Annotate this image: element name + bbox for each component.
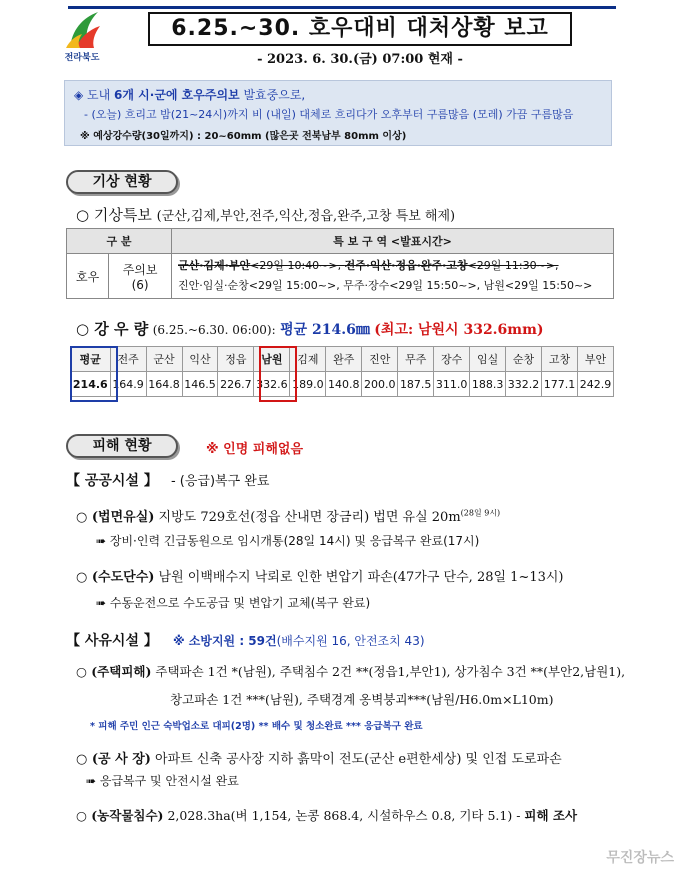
rainfall-region-11: 임실 bbox=[470, 347, 506, 372]
cleared-regions-b: 전주·익산·정읍·완주·고창 bbox=[344, 259, 468, 272]
table-header-region: 특 보 구 역 <발표시간> bbox=[172, 229, 614, 254]
rainfall-region-1: 전주 bbox=[110, 347, 146, 372]
rainfall-region-5: 남원 bbox=[254, 347, 290, 372]
construction-site-label: ○ (공 사 장) bbox=[76, 752, 151, 767]
logo-text: 전라북도 bbox=[64, 53, 100, 63]
slope-loss-action: ➠ 장비·인력 긴급동원으로 임시개통(28일 14시) 및 응급복구 완료(17시) bbox=[96, 534, 480, 548]
house-damage-footnote: * 피해 주민 인근 숙박업소로 대피(2명) ** 배수 및 청소완료 *** 응급복구 완료 bbox=[90, 721, 423, 732]
section-damage-title: 피해 현황 bbox=[66, 434, 178, 458]
slope-loss-item bbox=[76, 506, 500, 525]
water-outage-item bbox=[76, 566, 564, 585]
house-damage-label: ○ (주택피해) bbox=[76, 664, 152, 679]
private-facility-heading bbox=[66, 630, 425, 650]
rainfall-value-0: 214.6 bbox=[71, 372, 111, 397]
table-row bbox=[71, 347, 614, 372]
rainfall-region-13: 고창 bbox=[542, 347, 578, 372]
rainfall-max: (최고: 남원시 332.6mm) bbox=[374, 322, 544, 338]
cleared-regions-a: 군산·김제·부안 bbox=[178, 259, 251, 272]
section-weather-title: 기상 현황 bbox=[66, 170, 178, 194]
rainfall-value-3: 146.5 bbox=[182, 372, 218, 397]
house-damage-text-2: 창고파손 1건 ***(남원), 주택경계 옹벽붕괴***(남원/H6.0m×L10m) bbox=[170, 692, 554, 707]
page-title: 6.25.~30. 호우대비 대처상황 보고 bbox=[148, 12, 572, 46]
rainfall-region-8: 진안 bbox=[362, 347, 398, 372]
table-row bbox=[71, 372, 614, 397]
rainfall-region-7: 완주 bbox=[326, 347, 362, 372]
crop-flood-item bbox=[76, 806, 577, 824]
notice-prefix: ◈ 도내 bbox=[74, 88, 115, 102]
weather-alert-label: ○ 기상특보 bbox=[76, 206, 152, 224]
notice-highlight: 6개 시·군에 호우주의보 bbox=[114, 88, 240, 102]
average-highlight-box bbox=[70, 346, 118, 402]
rainfall-value-6: 189.0 bbox=[290, 372, 326, 397]
casualty-note: ※ 인명 피해없음 bbox=[206, 442, 304, 457]
slope-loss-label: ○ (법면유실) bbox=[76, 510, 155, 525]
rainfall-region-9: 무주 bbox=[398, 347, 434, 372]
alert-type-label: 주의보 bbox=[122, 262, 158, 277]
max-highlight-box bbox=[259, 346, 297, 402]
watermark: 무진장뉴스 bbox=[606, 850, 674, 866]
house-damage-item bbox=[76, 662, 625, 680]
rainfall-value-4: 226.7 bbox=[218, 372, 254, 397]
crop-flood-label: ○ (농작물침수) bbox=[76, 808, 164, 823]
rainfall-region-14: 부안 bbox=[577, 347, 613, 372]
water-outage-action: ➠ 수동운전으로 수도공급 및 변압기 교체(복구 완료) bbox=[96, 596, 371, 610]
rainfall-line bbox=[76, 318, 544, 339]
notice-line-3: ※ 예상강수량(30일까지) : 20~60mm (많은곳 전북남부 80mm 이상) bbox=[80, 131, 407, 142]
rainfall-period: (6.25.~6.30. 06:00): bbox=[152, 323, 276, 337]
fire-support-note: ※ 소방지원 : 59건 bbox=[172, 634, 277, 648]
private-facility-title: 【 사유시설 】 bbox=[66, 633, 158, 649]
construction-site-item bbox=[76, 748, 562, 767]
public-facility-status: - (응급)복구 완료 bbox=[170, 474, 270, 489]
slope-loss-text: 지방도 729호선(정읍 산내면 장금리) 법면 유실 20m bbox=[158, 510, 461, 525]
rainfall-value-7: 140.8 bbox=[326, 372, 362, 397]
construction-site-action: ➠ 응급복구 및 안전시설 완료 bbox=[86, 774, 239, 788]
public-facility-heading bbox=[66, 470, 269, 490]
rainfall-region-12: 순창 bbox=[506, 347, 542, 372]
rainfall-average: 평균 214.6㎜ bbox=[280, 322, 370, 338]
alert-regions-line-1 bbox=[178, 256, 609, 276]
alert-count: (6) bbox=[131, 277, 149, 292]
rainfall-region-0: 평균 bbox=[71, 347, 111, 372]
rainfall-table bbox=[70, 346, 614, 397]
rainfall-region-3: 익산 bbox=[182, 347, 218, 372]
rainfall-label: ○ 강 우 량 bbox=[76, 320, 149, 338]
rainfall-value-11: 188.3 bbox=[470, 372, 506, 397]
header-rule bbox=[68, 6, 616, 9]
rainfall-value-5: 332.6 bbox=[254, 372, 290, 397]
rainfall-value-9: 187.5 bbox=[398, 372, 434, 397]
house-damage-text: 주택파손 1건 *(남원), 주택침수 2건 **(정읍1,부안1), 상가침수 3건 **(부안2,남원1), bbox=[155, 664, 626, 679]
rainfall-region-10: 장수 bbox=[434, 347, 470, 372]
notice-line-2: - (오늘) 흐리고 밤(21~24시)까지 비 (내일) 대체로 흐리다가 오후부터 구름많음 (모레) 가끔 구름많음 bbox=[84, 108, 574, 121]
rainfall-region-6: 김제 bbox=[290, 347, 326, 372]
cleared-time-b: <29일 11:30~>, bbox=[467, 259, 559, 272]
water-outage-text: 남원 이백배수지 낙뢰로 인한 변압기 파손(47가구 단수, 28일 1~13시) bbox=[158, 570, 564, 585]
slope-loss-time: (28일 9시) bbox=[460, 508, 501, 518]
crop-flood-status: 피해 조사 bbox=[524, 808, 578, 823]
table-row bbox=[67, 254, 614, 299]
fire-support-detail: (배수지원 16, 안전조치 43) bbox=[276, 634, 425, 648]
construction-site-text: 아파트 신축 공사장 지하 흙막이 전도(군산 e편한세상) 및 인접 도로파손 bbox=[155, 752, 562, 767]
weather-alert-detail: (군산,김제,부안,전주,익산,정읍,완주,고창 특보 해제) bbox=[156, 209, 456, 224]
table-header-category: 구 분 bbox=[67, 229, 172, 254]
rainfall-value-12: 332.2 bbox=[506, 372, 542, 397]
rainfall-value-8: 200.0 bbox=[362, 372, 398, 397]
rainfall-value-14: 242.9 bbox=[577, 372, 613, 397]
alert-regions bbox=[172, 254, 614, 299]
rainfall-value-2: 164.8 bbox=[146, 372, 182, 397]
rainfall-region-4: 정읍 bbox=[218, 347, 254, 372]
public-facility-title: 【 공공시설 】 bbox=[66, 473, 158, 489]
rainfall-value-10: 311.0 bbox=[434, 372, 470, 397]
rainfall-value-1: 164.9 bbox=[110, 372, 146, 397]
notice-suffix: 발효중으로, bbox=[239, 88, 306, 102]
cleared-time-a: <29일 10:40~>, bbox=[250, 259, 345, 272]
alert-table bbox=[66, 228, 614, 299]
table-row bbox=[67, 229, 614, 254]
crop-flood-text: 2,028.3ha(벼 1,154, 논콩 868.4, 시설하우스 0.8, 기타 5.1) - bbox=[167, 808, 525, 823]
notice-line-1 bbox=[74, 86, 305, 103]
alert-type bbox=[109, 254, 172, 299]
report-datetime: - 2023. 6. 30.(금) 07:00 현재 - bbox=[257, 52, 463, 67]
alert-regions-line-2: 진안·임실·순창<29일 15:00~>, 무주·장수<29일 15:50~>, 남원<29일 15:50~> bbox=[178, 279, 593, 292]
weather-alert-line bbox=[76, 204, 455, 225]
alert-category: 호우 bbox=[67, 254, 109, 299]
rainfall-value-13: 177.1 bbox=[542, 372, 578, 397]
rainfall-region-2: 군산 bbox=[146, 347, 182, 372]
water-outage-label: ○ (수도단수) bbox=[76, 570, 155, 585]
